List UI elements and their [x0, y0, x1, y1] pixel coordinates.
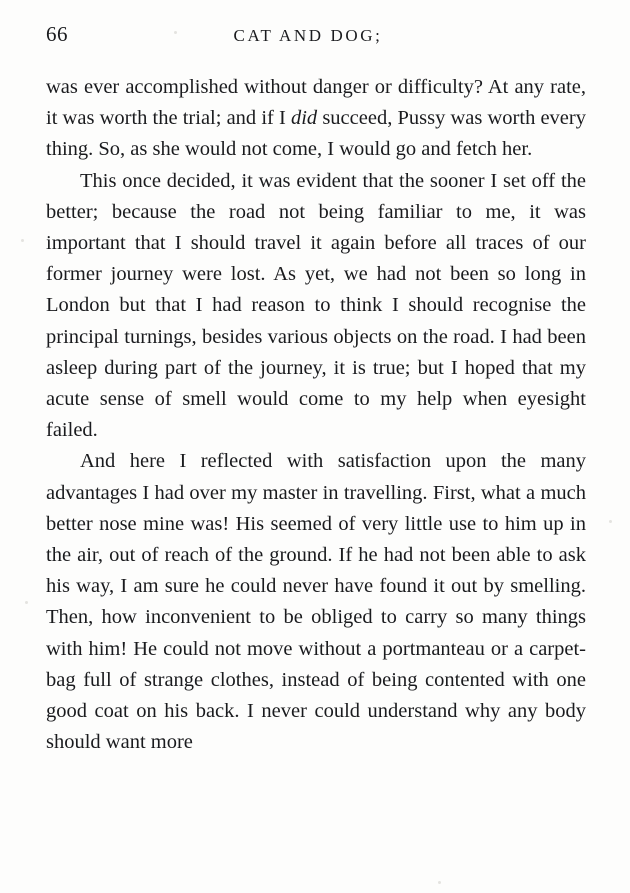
- paper-speck: [174, 31, 177, 34]
- emphasis-did: did: [290, 107, 318, 130]
- page-number: 66: [46, 22, 68, 46]
- paper-speck: [438, 881, 441, 884]
- paper-speck: [21, 239, 24, 242]
- page-header: [46, 22, 584, 50]
- paper-speck: [609, 520, 612, 523]
- paragraph-1: was ever accomplished without danger or difficulty? At any rate, it was worth the trial; and if I did succeed, Pussy was worth every thing. So, as she would not come, I would go and fetch her.: [46, 76, 586, 161]
- page-body: [46, 72, 586, 758]
- paragraph-3: And here I reflected with satisfaction upon the many advantages I had over my master in travelling. First, what a much better nose mine was! His seemed of very little use to him up in the air, out of reach of the ground. If he had not been able to ask his way, I am sure he could never have found it out by smelling. Then, how inconvenient to be obliged to carry so many things with him! He could not move without a portmanteau or a carpet-bag full of strange clothes, instead of being contented with one good coat on his back. I never could understand why any body should want more: [46, 450, 586, 754]
- running-title: CAT AND DOG;: [233, 26, 383, 45]
- paragraph-2: This once decided, it was evident that the sooner I set off the better; because the road not being familiar to me, it was important that I should travel it again before all traces of our former journey were lost. As yet, we had not been so long in London but that I had reason to think I should recognise the principal turnings, besides various objects on the road. I had been asleep during part of the journey, it is true; but I hoped that my acute sense of smell would come to my help when eyesight failed.: [46, 169, 586, 442]
- paper-speck: [25, 601, 28, 604]
